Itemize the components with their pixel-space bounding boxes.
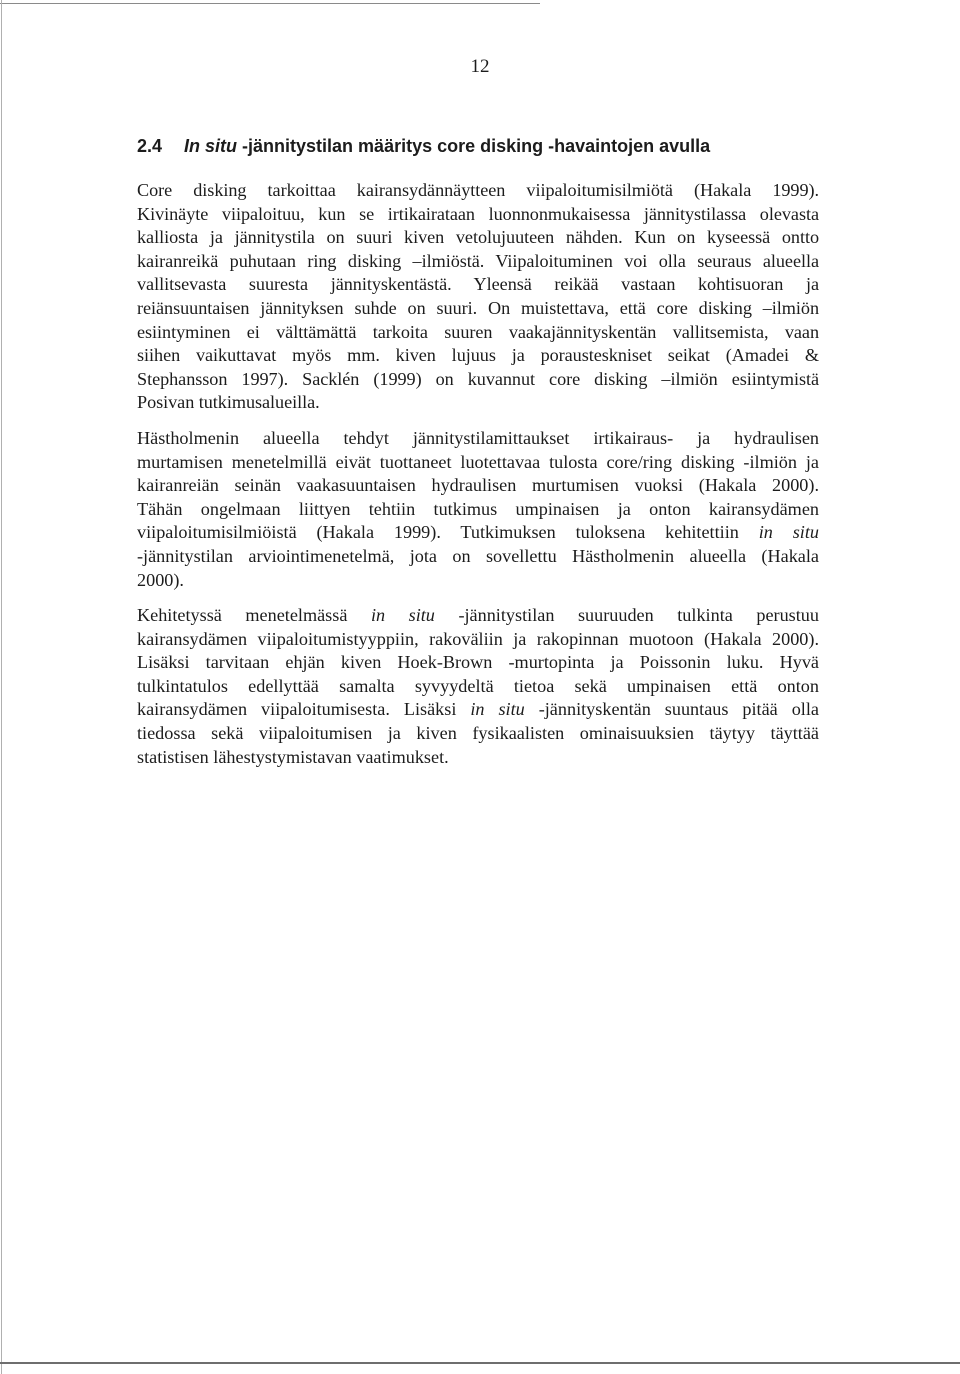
- scan-edge-top: [0, 3, 540, 4]
- paragraph-line: -jännitystilan arviointimenetelmä, jota on sovellettu Hästholmenin alueella (Hakala: [137, 545, 819, 566]
- paragraph-line: Posivan tutkimusalueilla.: [137, 392, 320, 413]
- paragraph-line: tiedossa sekä viipaloitumisen ja kiven fysikaalisten ominaisuuksien täytyy täyttää: [137, 722, 819, 743]
- paragraph-line: Tähän ongelmaan liittyen tehtiin tutkimus umpinaisen ja onton kairansydämen: [137, 498, 819, 519]
- paragraph-line: esiintyminen ei välttämättä tarkoita suuren vaakajännityskentän vallitsemista, vaan: [137, 321, 819, 342]
- paragraph-3: [137, 604, 819, 769]
- paragraph-line: Kivinäyte viipaloituu, kun se irtikairataan luonnonmukaisessa jännitystilassa olevasta: [137, 203, 819, 224]
- paragraph-line: kairansydämen viipaloitumistyyppiin, rakoväliin ja rakopinnan muotoon (Hakala 2000).: [137, 628, 819, 649]
- paragraph-line: kairanreiän seinän vaakasuuntaisen hydraulisen murtumisen vuoksi (Hakala 2000).: [137, 475, 819, 496]
- paragraph-line: reiänsuuntaisen jännityksen suhde on suuri. On muistettava, että core disking –ilmiön: [137, 297, 819, 318]
- paragraph-1: [137, 179, 819, 415]
- paragraph-line: [137, 521, 819, 545]
- paragraph-line: tulkintatulos edellyttää samalta syvyydeltä tietoa sekä umpinaisen että onton: [137, 675, 819, 696]
- italic-phrase: in situ: [470, 699, 525, 720]
- section-number: 2.4: [137, 136, 163, 156]
- line-text: -jännitystilan suuruuden tulkinta perustuu: [434, 605, 819, 625]
- italic-phrase: in situ: [758, 522, 819, 543]
- section-heading: [137, 136, 837, 157]
- paragraph-line: kairanreikä puhutaan ring disking –ilmiöstä. Viipaloituminen voi olla seuraus alueella: [137, 250, 819, 271]
- paragraph-line: [137, 698, 819, 722]
- paragraph-line: statistisen lähestystymistavan vaatimukset.: [137, 746, 449, 767]
- scan-edge-left: [1, 0, 2, 1374]
- paragraph-line: Stephansson 1997). Sacklén (1999) on kuvannut core disking –ilmiön esiintymistä: [137, 368, 819, 389]
- section-heading-text: -jännitystilan määritys core disking -havaintojen avulla: [237, 136, 711, 156]
- line-text: Kehitetyssä menetelmässä: [137, 605, 371, 625]
- paragraph-line: Lisäksi tarvitaan ehjän kiven Hoek-Brown -murtopinta ja Poissonin luku. Hyvä: [137, 652, 819, 673]
- paragraph-2: [137, 427, 819, 592]
- scan-edge-bottom: [0, 1362, 960, 1364]
- paragraph-line: [137, 604, 819, 628]
- paragraph-line: siihen vaikuttavat myös mm. kiven lujuus ja porausteskniset seikat (Amadei &: [137, 345, 819, 366]
- paragraph-line: Hästholmenin alueella tehdyt jännitystilamittaukset irtikairaus- ja hydraulisen: [137, 428, 819, 448]
- paragraph-line: kalliosta ja jännitystila on suuri kiven vetolujuuteen nähden. Kun on kyseessä ontto: [137, 227, 819, 248]
- paragraph-line: murtamisen menetelmillä eivät tuottaneet luotettavaa tulosta core/ring disking -ilmiön ja: [137, 451, 819, 472]
- paragraph-line: Core disking tarkoittaa kairansydännäytteen viipaloitumisilmiötä (Hakala 1999).: [137, 180, 819, 200]
- section-heading-italic: In situ: [184, 136, 238, 156]
- paragraph-line: vallitsevasta suuresta jännityskentästä. Yleensä reikää vastaan kohtisuoran ja: [137, 274, 819, 295]
- line-text: viipaloitumisilmiöistä (Hakala 1999). Tutkimuksen tuloksena kehitettiin: [137, 522, 759, 543]
- paragraph-line: 2000).: [137, 569, 184, 590]
- page-number: 12: [470, 56, 490, 77]
- line-text: kairansydämen viipaloitumisesta. Lisäksi: [137, 699, 471, 720]
- line-text: -jännityskentän suuntaus pitää olla: [524, 699, 819, 720]
- italic-phrase: in situ: [370, 605, 435, 625]
